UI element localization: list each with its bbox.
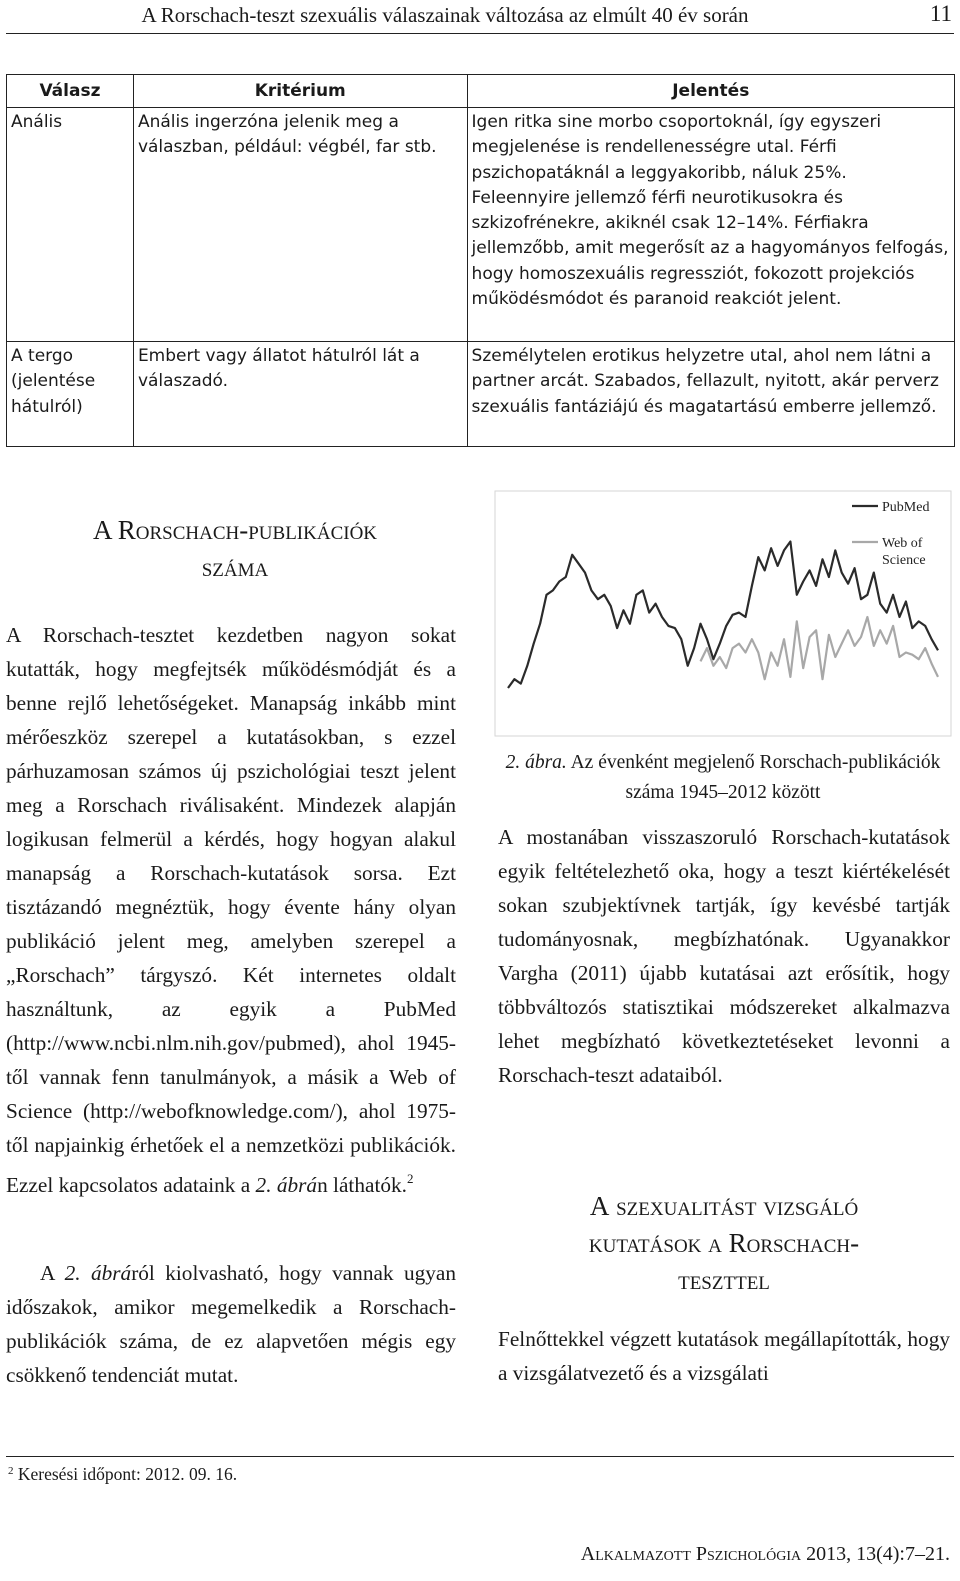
column-header-jelentes: Jelentés <box>467 75 954 108</box>
heading-line: A szexualitást vizsgáló <box>589 1191 859 1221</box>
criteria-table <box>6 74 955 447</box>
line-chart <box>494 490 952 740</box>
cell-kriterium: Embert vagy állatot hátulról lát a válaszadó. <box>133 342 467 447</box>
heading-line: száma <box>201 552 269 582</box>
heading-line: teszttel <box>678 1265 770 1295</box>
section-heading-sexuality-research <box>496 1188 952 1299</box>
page-number: 11 <box>929 1 952 26</box>
cell-jelentes: Személytelen erotikus helyzetre utal, ahol nem látni a partner arcát. Szabados, fellazult, nyitott, akár perverz szexuális fantáziájú és magatartású emberre jellemző. <box>467 342 954 447</box>
body-paragraph: A 2. ábráról kiolvasható, hogy vannak ugyan időszakok, amikor megemelkedik a Rorschach-publikációk száma, de ez alapvetően mégis egy csökkenő tendenciát mutat. <box>6 1261 457 1387</box>
heading-line: A Rorschach-publikációk <box>92 515 378 545</box>
body-paragraph: Felnőttekkel végzett kutatások megállapították, hogy a vizsgálatvezető és a vizsgálati <box>498 1327 950 1385</box>
heading-line: kutatások a Rorschach- <box>588 1228 860 1258</box>
cell-valasz: Anális <box>7 108 134 342</box>
running-header <box>0 0 960 34</box>
table-header-row <box>7 75 955 108</box>
cell-jelentes: Igen ritka sine morbo csoportoknál, így egyszeri megjelenése is rendellenességre utal. Férfi pszichopatáknál a leggyakoribb, náluk 25%. Feleennyire jellemző férfi neurotikusokra és szkizofrénekre, akiknél csak 12–14%. Férfiakra jellemzőbb, amit megerősít az a hagyományos felfogás, hogy homoszexuális regressziót, fokozott projekciós működésmódot és paranoid reakciót jelent. <box>467 108 954 342</box>
header-rule <box>6 33 954 34</box>
legend-label: PubMed <box>882 500 930 515</box>
cell-kriterium: Anális ingerzóna jelenik meg a válaszban, például: végbél, far stb. <box>133 108 467 342</box>
column-header-kriterium: Kritérium <box>133 75 467 108</box>
section-heading-publications <box>6 512 464 586</box>
cell-valasz: A tergo (jelentése hátulról) <box>7 342 134 447</box>
journal-citation: Alkalmazott Pszichológia 2013, 13(4):7–21. <box>580 1543 950 1565</box>
footnote-rule <box>6 1456 954 1457</box>
figure-caption: 2. ábra. Az évenként megjelenő Rorschach-publikációk száma 1945–2012 között <box>505 752 941 803</box>
running-title: A Rorschach-teszt szexuális válaszainak változása az elmúlt 40 év során <box>141 3 749 27</box>
body-paragraph: A mostanában visszaszoruló Rorschach-kutatások egyik feltételezhető oka, hogy a teszt kiértékelését sokan szubjektívnek tartják, így kevésbé tartják tudományosnak, megbízhatónak. Ugyanakkor Vargha (2011) újabb kutatásai azt erősítik, hogy többváltozós statisztikai módszereket alkalmazva lehet megbízható következtetéseket levonni a Rorschach-teszt adataiból. <box>498 825 950 1087</box>
figure-publication-chart <box>494 490 952 740</box>
table-row <box>7 342 955 447</box>
footnote: $^2$ Keresési időpont: 2012. 09. 16. <box>8 1464 238 1484</box>
body-paragraph: A Rorschach-tesztet kezdetben nagyon sokat kutatták, hogy megfejtsék működésmódját és a benne rejlő lehetőségeket. Manapság inkább mint mérőeszköz szerepel a kutatásokban, s ezzel párhuzamosan számos új pszichológiai teszt jelent meg a Rorschach riválisaként. Mindezek alapján logikusan felmerül a kérdés, hogy hogyan alakul manapság a Rorschach-kutatások sorsa. Ezt tisztázandó megnéztük, hogy évente hány olyan publikáció jelent meg, amelyben szerepel a „Rorschach” tárgyszó. Két internetes oldalt használtunk, az egyik a PubMed (http://www.ncbi.nlm.nih.gov/pubmed), ahol 1945-től vannak fenn tanulmányok, a másik a Web of Science (http://webofknowledge.com/), ahol 1975-től napjainkig érhetőek el a nemzetközi publikációk. Ezzel kapcsolatos adataink a 2. ábrán láthatók.$^2$ <box>6 623 456 1197</box>
table-row <box>7 108 955 342</box>
legend-label: Web of Science <box>882 536 926 568</box>
column-header-valasz: Válasz <box>7 75 134 108</box>
footnote-reference: 2 <box>406 1171 414 1186</box>
